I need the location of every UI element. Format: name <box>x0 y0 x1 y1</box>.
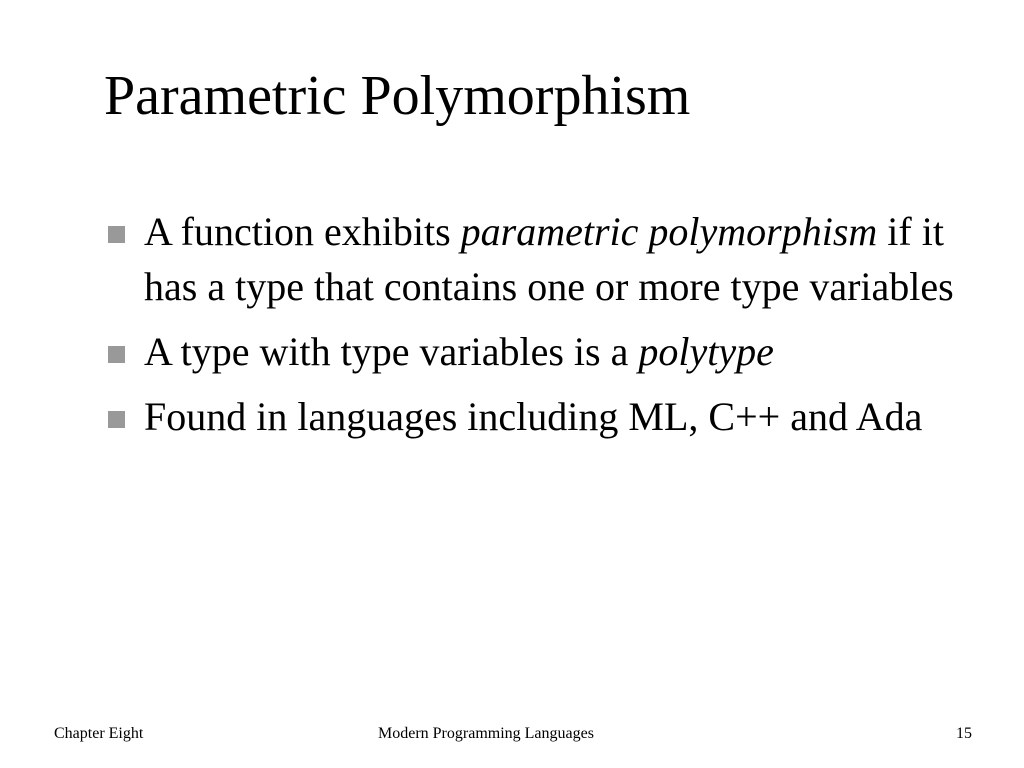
bullet-item <box>104 324 964 379</box>
bullet-text-segment: A function exhibits <box>144 209 461 254</box>
footer-chapter: Chapter Eight <box>54 725 144 742</box>
bullet-text-segment: if it has a type that contains one or more type variables <box>144 209 954 309</box>
square-bullet-icon <box>108 346 125 363</box>
slide-title: Parametric Polymorphism <box>104 65 691 127</box>
footer-page-number: 15 <box>956 725 972 742</box>
square-bullet-icon <box>108 226 125 243</box>
bullet-text-emphasis: parametric polymorphism <box>460 209 878 254</box>
bullet-item <box>104 389 964 444</box>
bullet-text-segment: Found in languages including ML, C++ and Ada <box>144 394 923 439</box>
footer-book-title: Modern Programming Languages <box>378 725 594 742</box>
bullet-text-segment: A type with type variables is a <box>144 329 639 374</box>
bullet-text-emphasis: polytype <box>638 329 774 374</box>
bullet-item <box>104 204 964 314</box>
square-bullet-icon <box>108 411 125 428</box>
bullet-list <box>104 204 964 454</box>
